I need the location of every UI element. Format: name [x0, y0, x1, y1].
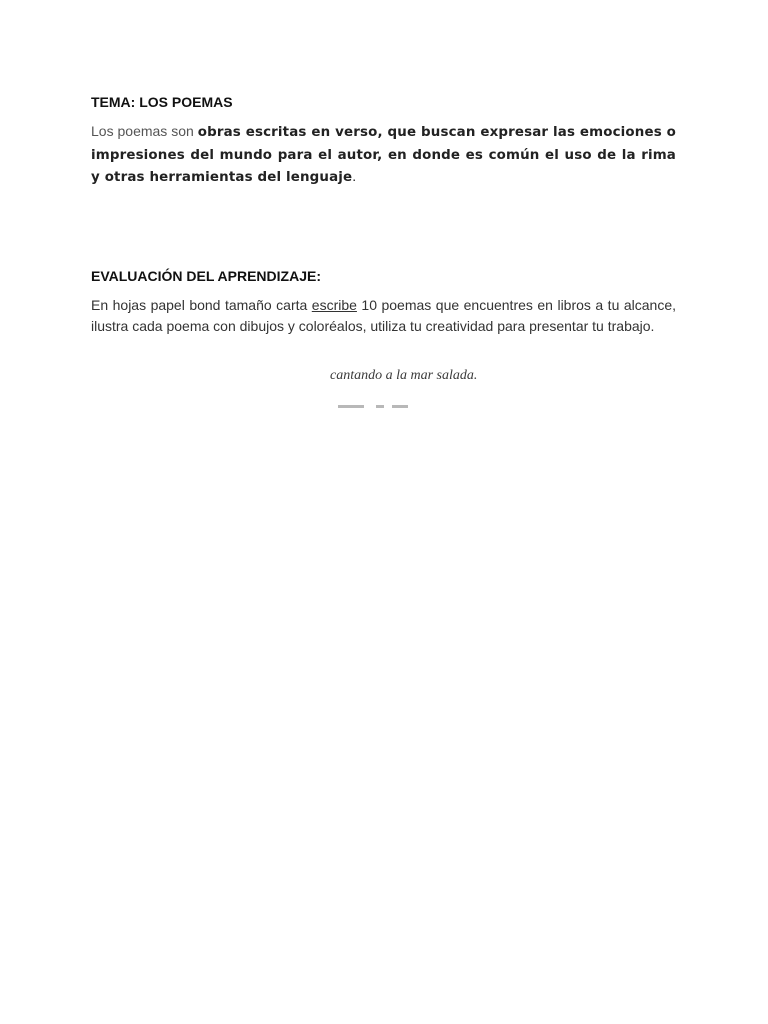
evaluation-text-end: 10 poemas que encuentres en libros a tu alcance, ilustra cada poema con dibujos y coloréalos, utiliza tu creatividad para presentar tu trabajo.	[91, 297, 676, 334]
definition-end: .	[352, 168, 357, 184]
definition-intro: Los poemas son	[91, 123, 198, 139]
definition-paragraph	[91, 121, 676, 189]
evaluation-text-start: En hojas papel bond tamaño carta	[91, 297, 312, 313]
escribe-underlined: escribe	[311, 297, 357, 313]
evaluation-paragraph	[91, 295, 676, 336]
evaluation-heading: EVALUACIÓN DEL APRENDIZAJE:	[91, 268, 321, 284]
cropped-text-fragment	[336, 400, 416, 412]
topic-heading: TEMA: LOS POEMAS	[91, 94, 233, 110]
poem-excerpt-image: cantando a la mar salada.	[330, 368, 478, 383]
definition-bold-text: obras escritas en verso, que buscan expresar las emociones o impresiones del mundo para el autor, en donde es común el uso de la rima y otras herramientas del lenguaje	[91, 125, 677, 185]
